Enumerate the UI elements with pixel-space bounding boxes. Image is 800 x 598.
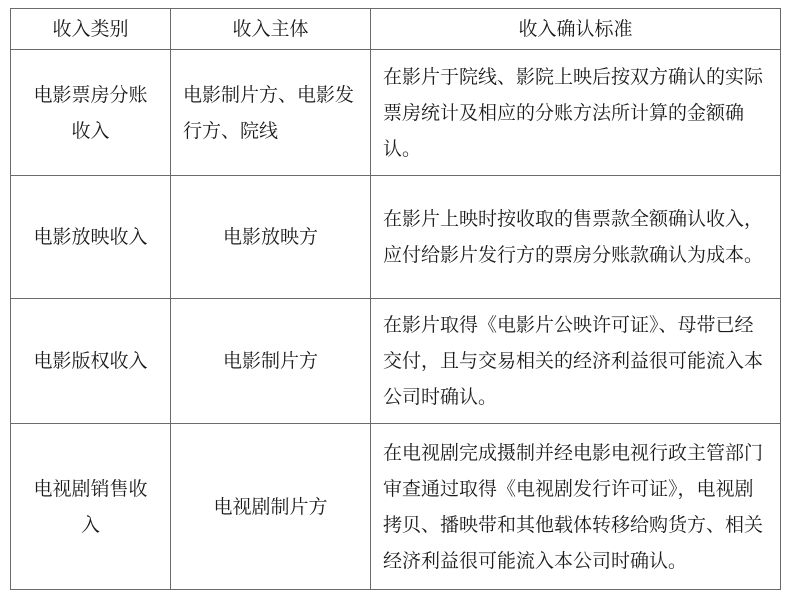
header-standard: 收入确认标准 xyxy=(371,9,781,50)
row-category: 电影票房分账收入 xyxy=(11,50,171,176)
row-standard: 在电视剧完成摄制并经电影电视行政主管部门审查通过取得《电视剧发行许可证》，电视剧拷贝、播映带和其他载体转移给购货方、相关经济利益很可能流入本公司时确认。 xyxy=(371,424,781,590)
row-subject: 电影制片方 xyxy=(171,299,371,424)
header-subject: 收入主体 xyxy=(171,9,371,50)
row-subject: 电视剧制片方 xyxy=(171,424,371,590)
row-standard: 在影片上映时按收取的售票款全额确认收入，应付给影片发行方的票房分账款确认为成本。 xyxy=(371,176,781,299)
revenue-recognition-table-container xyxy=(10,8,781,590)
table-header-row xyxy=(11,9,781,50)
row-category: 电影放映收入 xyxy=(11,176,171,299)
revenue-recognition-table xyxy=(10,8,781,590)
row-category: 电视剧销售收入 xyxy=(11,424,171,590)
row-standard: 在影片取得《电影片公映许可证》、母带已经交付，且与交易相关的经济利益很可能流入本公司时确认。 xyxy=(371,299,781,424)
header-category: 收入类别 xyxy=(11,9,171,50)
table-row xyxy=(11,299,781,424)
row-subject: 电影制片方、电影发行方、院线 xyxy=(171,50,371,176)
table-row xyxy=(11,50,781,176)
table-row xyxy=(11,424,781,590)
row-category: 电影版权收入 xyxy=(11,299,171,424)
row-subject: 电影放映方 xyxy=(171,176,371,299)
row-standard: 在影片于院线、影院上映后按双方确认的实际票房统计及相应的分账方法所计算的金额确认。 xyxy=(371,50,781,176)
table-row xyxy=(11,176,781,299)
